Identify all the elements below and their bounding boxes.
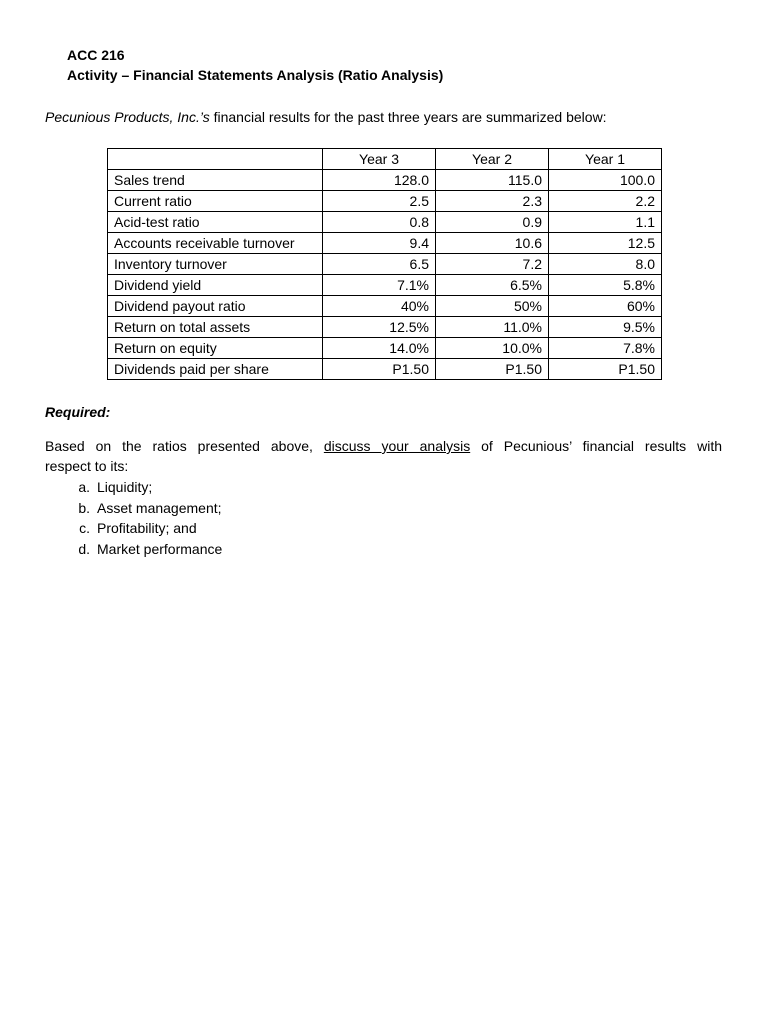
- list-marker: a.: [78, 479, 90, 495]
- ratio-table: [107, 148, 662, 380]
- list-marker: b.: [78, 499, 90, 516]
- task-emphasis: discuss your analysis: [323, 438, 471, 454]
- cell-year-1: 12.5: [549, 233, 662, 254]
- cell-year-3: 128.0: [323, 170, 436, 191]
- task-paragraph: [45, 436, 722, 476]
- cell-year-2: 11.0%: [436, 317, 549, 338]
- row-label: Return on total assets: [108, 317, 323, 338]
- cell-year-1: 5.8%: [549, 275, 662, 296]
- row-label: Sales trend: [108, 170, 323, 191]
- required-heading: Required:: [45, 404, 111, 420]
- cell-year-1: 2.2: [549, 191, 662, 212]
- table-row: [108, 212, 662, 233]
- table-row: [108, 233, 662, 254]
- list-item: [45, 498, 222, 519]
- list-item-text: Market performance: [97, 540, 223, 557]
- column-header-year-3: Year 3: [323, 149, 436, 170]
- cell-year-1: 8.0: [549, 254, 662, 275]
- table-row: [108, 317, 662, 338]
- cell-year-3: 14.0%: [323, 338, 436, 359]
- cell-year-1: 1.1: [549, 212, 662, 233]
- cell-year-3: 9.4: [323, 233, 436, 254]
- table-row: [108, 359, 662, 380]
- cell-year-1: 100.0: [549, 170, 662, 191]
- row-label: Current ratio: [108, 191, 323, 212]
- column-header-year-2: Year 2: [436, 149, 549, 170]
- row-label: Dividend yield: [108, 275, 323, 296]
- column-header-blank: [108, 149, 323, 170]
- list-item: [45, 477, 222, 498]
- task-text-after: of Pecunious’ financial results with: [470, 438, 722, 454]
- cell-year-2: 7.2: [436, 254, 549, 275]
- cell-year-3: 40%: [323, 296, 436, 317]
- table-row: [108, 296, 662, 317]
- cell-year-2: 50%: [436, 296, 549, 317]
- list-item-text: Asset management;: [97, 499, 222, 516]
- row-label: Acid-test ratio: [108, 212, 323, 233]
- row-label: Dividends paid per share: [108, 359, 323, 380]
- table-row: [108, 170, 662, 191]
- cell-year-2: P1.50: [436, 359, 549, 380]
- cell-year-1: P1.50: [549, 359, 662, 380]
- table-row: [108, 275, 662, 296]
- cell-year-3: P1.50: [323, 359, 436, 380]
- row-label: Return on equity: [108, 338, 323, 359]
- row-label: Accounts receivable turnover: [108, 233, 323, 254]
- list-marker: d.: [78, 540, 90, 557]
- table-row: [108, 254, 662, 275]
- table-row: [108, 191, 662, 212]
- cell-year-2: 115.0: [436, 170, 549, 191]
- task-line-1: [45, 436, 722, 456]
- column-header-year-1: Year 1: [549, 149, 662, 170]
- cell-year-3: 7.1%: [323, 275, 436, 296]
- list-item: [45, 518, 222, 539]
- analysis-list: [45, 477, 222, 559]
- activity-title: Activity – Financial Statements Analysis (Ratio Analysis): [67, 67, 444, 83]
- row-label: Inventory turnover: [108, 254, 323, 275]
- task-text-before: Based on the ratios presented above,: [45, 438, 324, 454]
- course-code: ACC 216: [67, 47, 125, 63]
- cell-year-2: 10.6: [436, 233, 549, 254]
- task-line-2: respect to its:: [45, 458, 129, 474]
- list-marker: c.: [79, 520, 90, 536]
- table-row: [108, 338, 662, 359]
- company-name: Pecunious Products, Inc.’s: [45, 109, 210, 125]
- cell-year-2: 2.3: [436, 191, 549, 212]
- document-header: [67, 45, 443, 85]
- list-item: [45, 539, 222, 560]
- cell-year-1: 7.8%: [549, 338, 662, 359]
- list-item-text: Profitability; and: [97, 520, 197, 536]
- cell-year-3: 6.5: [323, 254, 436, 275]
- intro-paragraph: [45, 107, 607, 127]
- row-label: Dividend payout ratio: [108, 296, 323, 317]
- cell-year-3: 12.5%: [323, 317, 436, 338]
- table-header-row: [108, 149, 662, 170]
- intro-text: financial results for the past three years are summarized below:: [209, 109, 607, 125]
- cell-year-3: 2.5: [323, 191, 436, 212]
- list-item-text: Liquidity;: [97, 479, 153, 495]
- cell-year-2: 6.5%: [436, 275, 549, 296]
- cell-year-1: 9.5%: [549, 317, 662, 338]
- cell-year-3: 0.8: [323, 212, 436, 233]
- cell-year-1: 60%: [549, 296, 662, 317]
- cell-year-2: 10.0%: [436, 338, 549, 359]
- cell-year-2: 0.9: [436, 212, 549, 233]
